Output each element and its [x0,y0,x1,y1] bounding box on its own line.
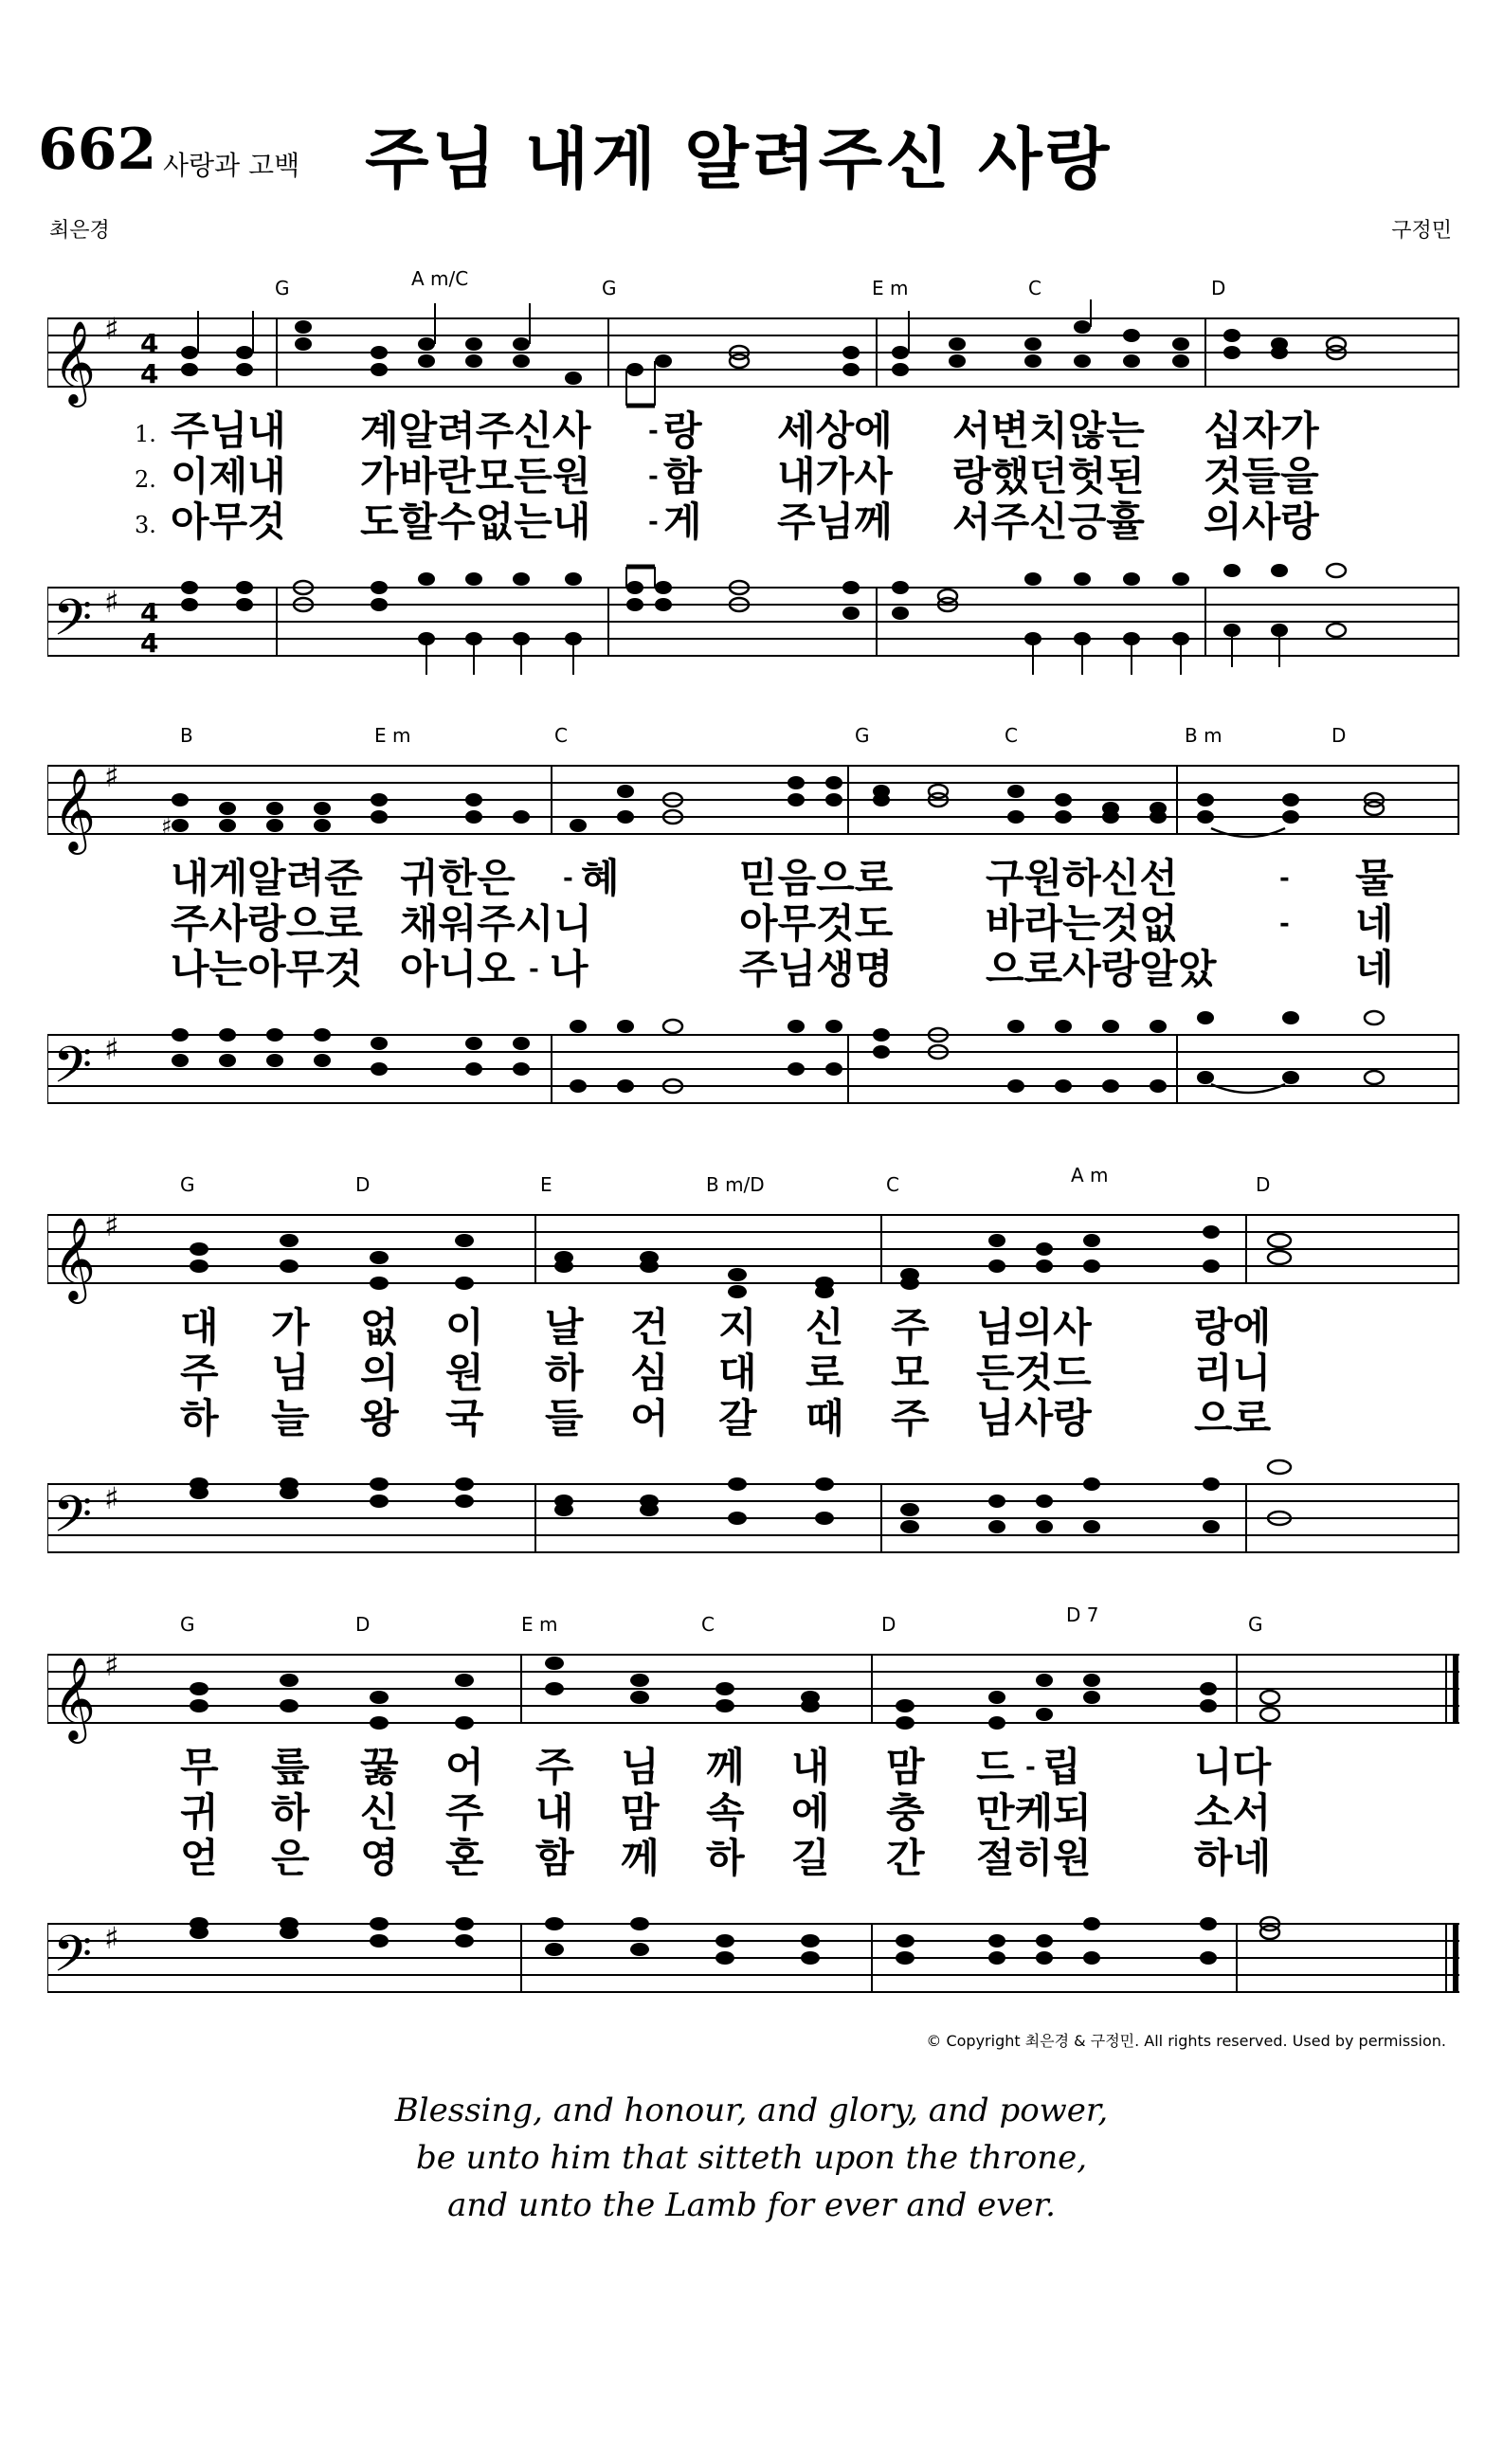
hymn-category: 사랑과 고백 [163,150,300,181]
chord-symbol: G [855,724,870,747]
svg-text:♯: ♯ [104,584,119,620]
bass-staff [47,1886,1459,2019]
epigraph-line: Blessing, and honour, and glory, and power, [394,2092,1109,2129]
copyright-notice: © Copyright 최은경 & 구정민. All rights reserved. Used by permission. [926,2032,1446,2050]
music-system-2 [47,713,1459,1130]
svg-text:4: 4 [140,627,159,659]
svg-text:♯: ♯ [104,758,119,794]
lyric-line-verse-3: 3. 아무것 도할수없는내 - 게 주님께 서주신긍휼 의사랑 [135,498,1319,545]
lyric-line-verse-1: 내게알려준 귀한은 - 혜 믿음으로 구원하신선 - 물 [171,855,1394,901]
chord-symbol: D [355,1173,371,1196]
bass-staff [47,1446,1459,1579]
svg-text:♯: ♯ [104,1031,119,1067]
lyric-text: 서변치않는 [952,408,1145,454]
chord-symbol: C [1028,277,1041,299]
epigraph-line: be unto him that sitteth upon the throne, [415,2139,1088,2177]
chord-symbol: C [554,724,568,747]
hymn-number: 662 [38,117,157,183]
chord-symbol: B [180,724,193,747]
treble-clef-icon: 𝄞 [53,319,96,404]
chord-symbol: D [1331,724,1347,747]
treble-staff [47,747,1459,870]
svg-text:♯: ♯ [104,1207,119,1243]
lyric-line-verse-1: 대 가 없 이 날 건 지 신 주 님의사 랑에 [180,1304,1272,1350]
chord-symbol: D 7 [1066,1603,1099,1626]
chord-symbol: A m [1071,1164,1109,1187]
chord-symbol: B m/D [706,1173,765,1196]
lyric-line-verse-2: 2. 이제내 가바란모든원 - 함 내가사 랑했던헛된 것들을 [135,453,1319,499]
bass-staff [47,997,1459,1130]
svg-text:♯: ♯ [104,1480,119,1516]
hymn-title: 주님 내게 알려주신 사랑 [365,120,1113,198]
music-system-4 [47,1602,1459,2019]
chord-symbol: E m [521,1613,558,1636]
lyric-line-verse-1: 1. 주님내 계알려주신사 - 랑 세상에 서변치않는 십자가 [135,408,1319,454]
bass-clef-icon: 𝄢 [53,1926,93,1996]
music-system-3 [47,1162,1459,1579]
chord-symbol: C [886,1173,899,1196]
treble-staff [47,299,1459,423]
chord-symbol: C [701,1613,715,1636]
treble-clef-icon: 𝄞 [53,767,96,851]
chord-symbol: D [881,1613,896,1636]
treble-staff [47,1636,1459,1759]
svg-text:4: 4 [140,597,159,628]
chord-symbol: G [180,1613,195,1636]
svg-text:4: 4 [140,358,159,390]
chord-symbol: D [355,1613,371,1636]
bass-clef-icon: 𝄢 [53,1486,93,1556]
bass-clef-icon: 𝄢 [53,1037,93,1107]
lyric-text: 십자가 [1204,408,1319,454]
lyric-line-verse-1: 무 릎 꿇 어 주 님 께 내 맘 드 - 립 니다 [180,1744,1272,1790]
lyric-text: 계알려주신사 [360,408,591,454]
music-system-1 [47,265,1459,682]
lyric-text: 세상에 [777,408,893,454]
treble-clef-icon: 𝄞 [53,1216,96,1300]
composer: 구정민 [1391,219,1452,243]
treble-clef-icon: 𝄞 [53,1656,96,1740]
chord-symbol: A m/C [411,267,469,290]
chord-symbol: C [1005,724,1018,747]
svg-text:♯: ♯ [161,813,172,840]
bass-staff [47,550,1459,682]
chord-symbol: E m [872,277,909,299]
chord-symbol: G [1248,1613,1263,1636]
lyricist: 최은경 [49,219,110,243]
lyric-line-verse-2: 주 님 의 원 하 심 대 로 모 든것드 리니 [180,1350,1272,1396]
svg-text:♯: ♯ [104,1920,119,1956]
lyric-text: 랑 [663,408,702,454]
chord-symbol: D [1256,1173,1271,1196]
chord-symbol: B m [1185,724,1222,747]
lyric-line-verse-3: 하 늘 왕 국 들 어 갈 때 주 님사랑 으로 [180,1395,1272,1441]
chord-symbol: D [1211,277,1226,299]
lyric-text: 주님내 [171,408,286,454]
treble-staff [47,1196,1459,1319]
bass-clef-icon: 𝄢 [53,589,93,660]
chord-symbol: E m [374,724,411,747]
lyric-line-verse-3: 나는아무것 아니오 - 나 주님생명 으로사랑알았 네 [171,946,1394,992]
chord-symbol: G [180,1173,195,1196]
chord-symbol: E [540,1173,552,1196]
epigraph-line: and unto the Lamb for ever and ever. [447,2186,1056,2224]
svg-text:4: 4 [140,328,159,359]
lyric-line-verse-3: 얻 은 영 혼 함 께 하 길 간 절히원 하네 [180,1835,1272,1881]
lyric-line-verse-2: 귀 하 신 주 내 맘 속 에 충 만케되 소서 [180,1789,1272,1836]
lyric-line-verse-2: 주사랑으로 채워주시니 아무것도 바라는것없 - 네 [171,900,1394,947]
chord-symbol: G [602,277,617,299]
svg-text:♯: ♯ [104,311,119,347]
chord-symbol: G [275,277,290,299]
svg-text:♯: ♯ [104,1647,119,1683]
